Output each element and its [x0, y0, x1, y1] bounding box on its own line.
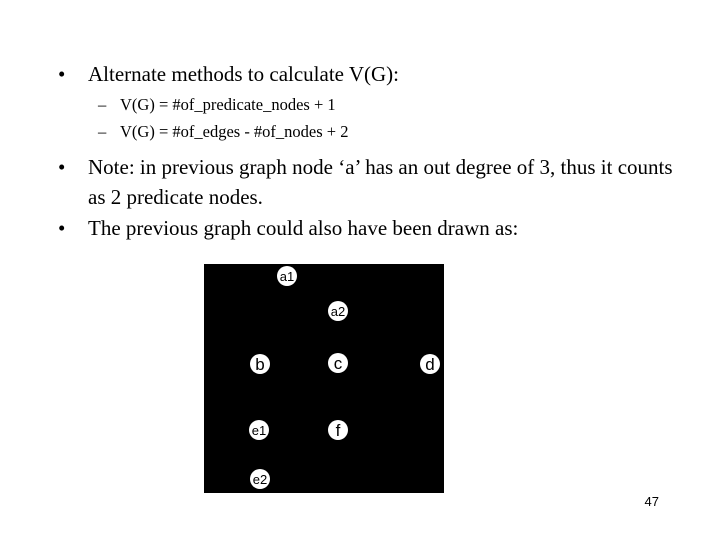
- sub-bullet-text: V(G) = #of_edges - #of_nodes + 2: [120, 122, 349, 141]
- bullet-text: Alternate methods to calculate V(G):: [88, 62, 400, 86]
- sub-bullet-marker: –: [98, 122, 107, 141]
- graph-image: [204, 264, 444, 493]
- page-number: 47: [644, 494, 659, 509]
- sub-bullet-text: V(G) = #of_predicate_nodes + 1: [120, 95, 336, 114]
- bullet-marker: •: [58, 216, 66, 240]
- bullet-1: [58, 59, 678, 89]
- sub-bullet-1: [98, 94, 658, 116]
- bullet-text: The previous graph could also have been drawn as:: [88, 216, 519, 240]
- graph-node: b: [250, 354, 270, 374]
- bullet-text: Note: in previous graph node ‘a’ has an out degree of 3, thus it counts as 2 predicate nodes.: [88, 155, 673, 209]
- graph-node: e1: [249, 420, 269, 440]
- graph-node: e2: [250, 469, 270, 489]
- sub-bullet-marker: –: [98, 95, 107, 114]
- bullet-marker: •: [58, 155, 66, 179]
- sub-bullet-2: [98, 121, 658, 143]
- bullet-marker: •: [58, 62, 66, 86]
- bullet-3: [58, 213, 678, 243]
- graph-node: f: [328, 420, 348, 440]
- graph-node: a2: [328, 301, 348, 321]
- graph-node: d: [420, 354, 440, 374]
- graph-node: a1: [277, 266, 297, 286]
- graph-node: c: [328, 353, 348, 373]
- bullet-2: [58, 152, 678, 212]
